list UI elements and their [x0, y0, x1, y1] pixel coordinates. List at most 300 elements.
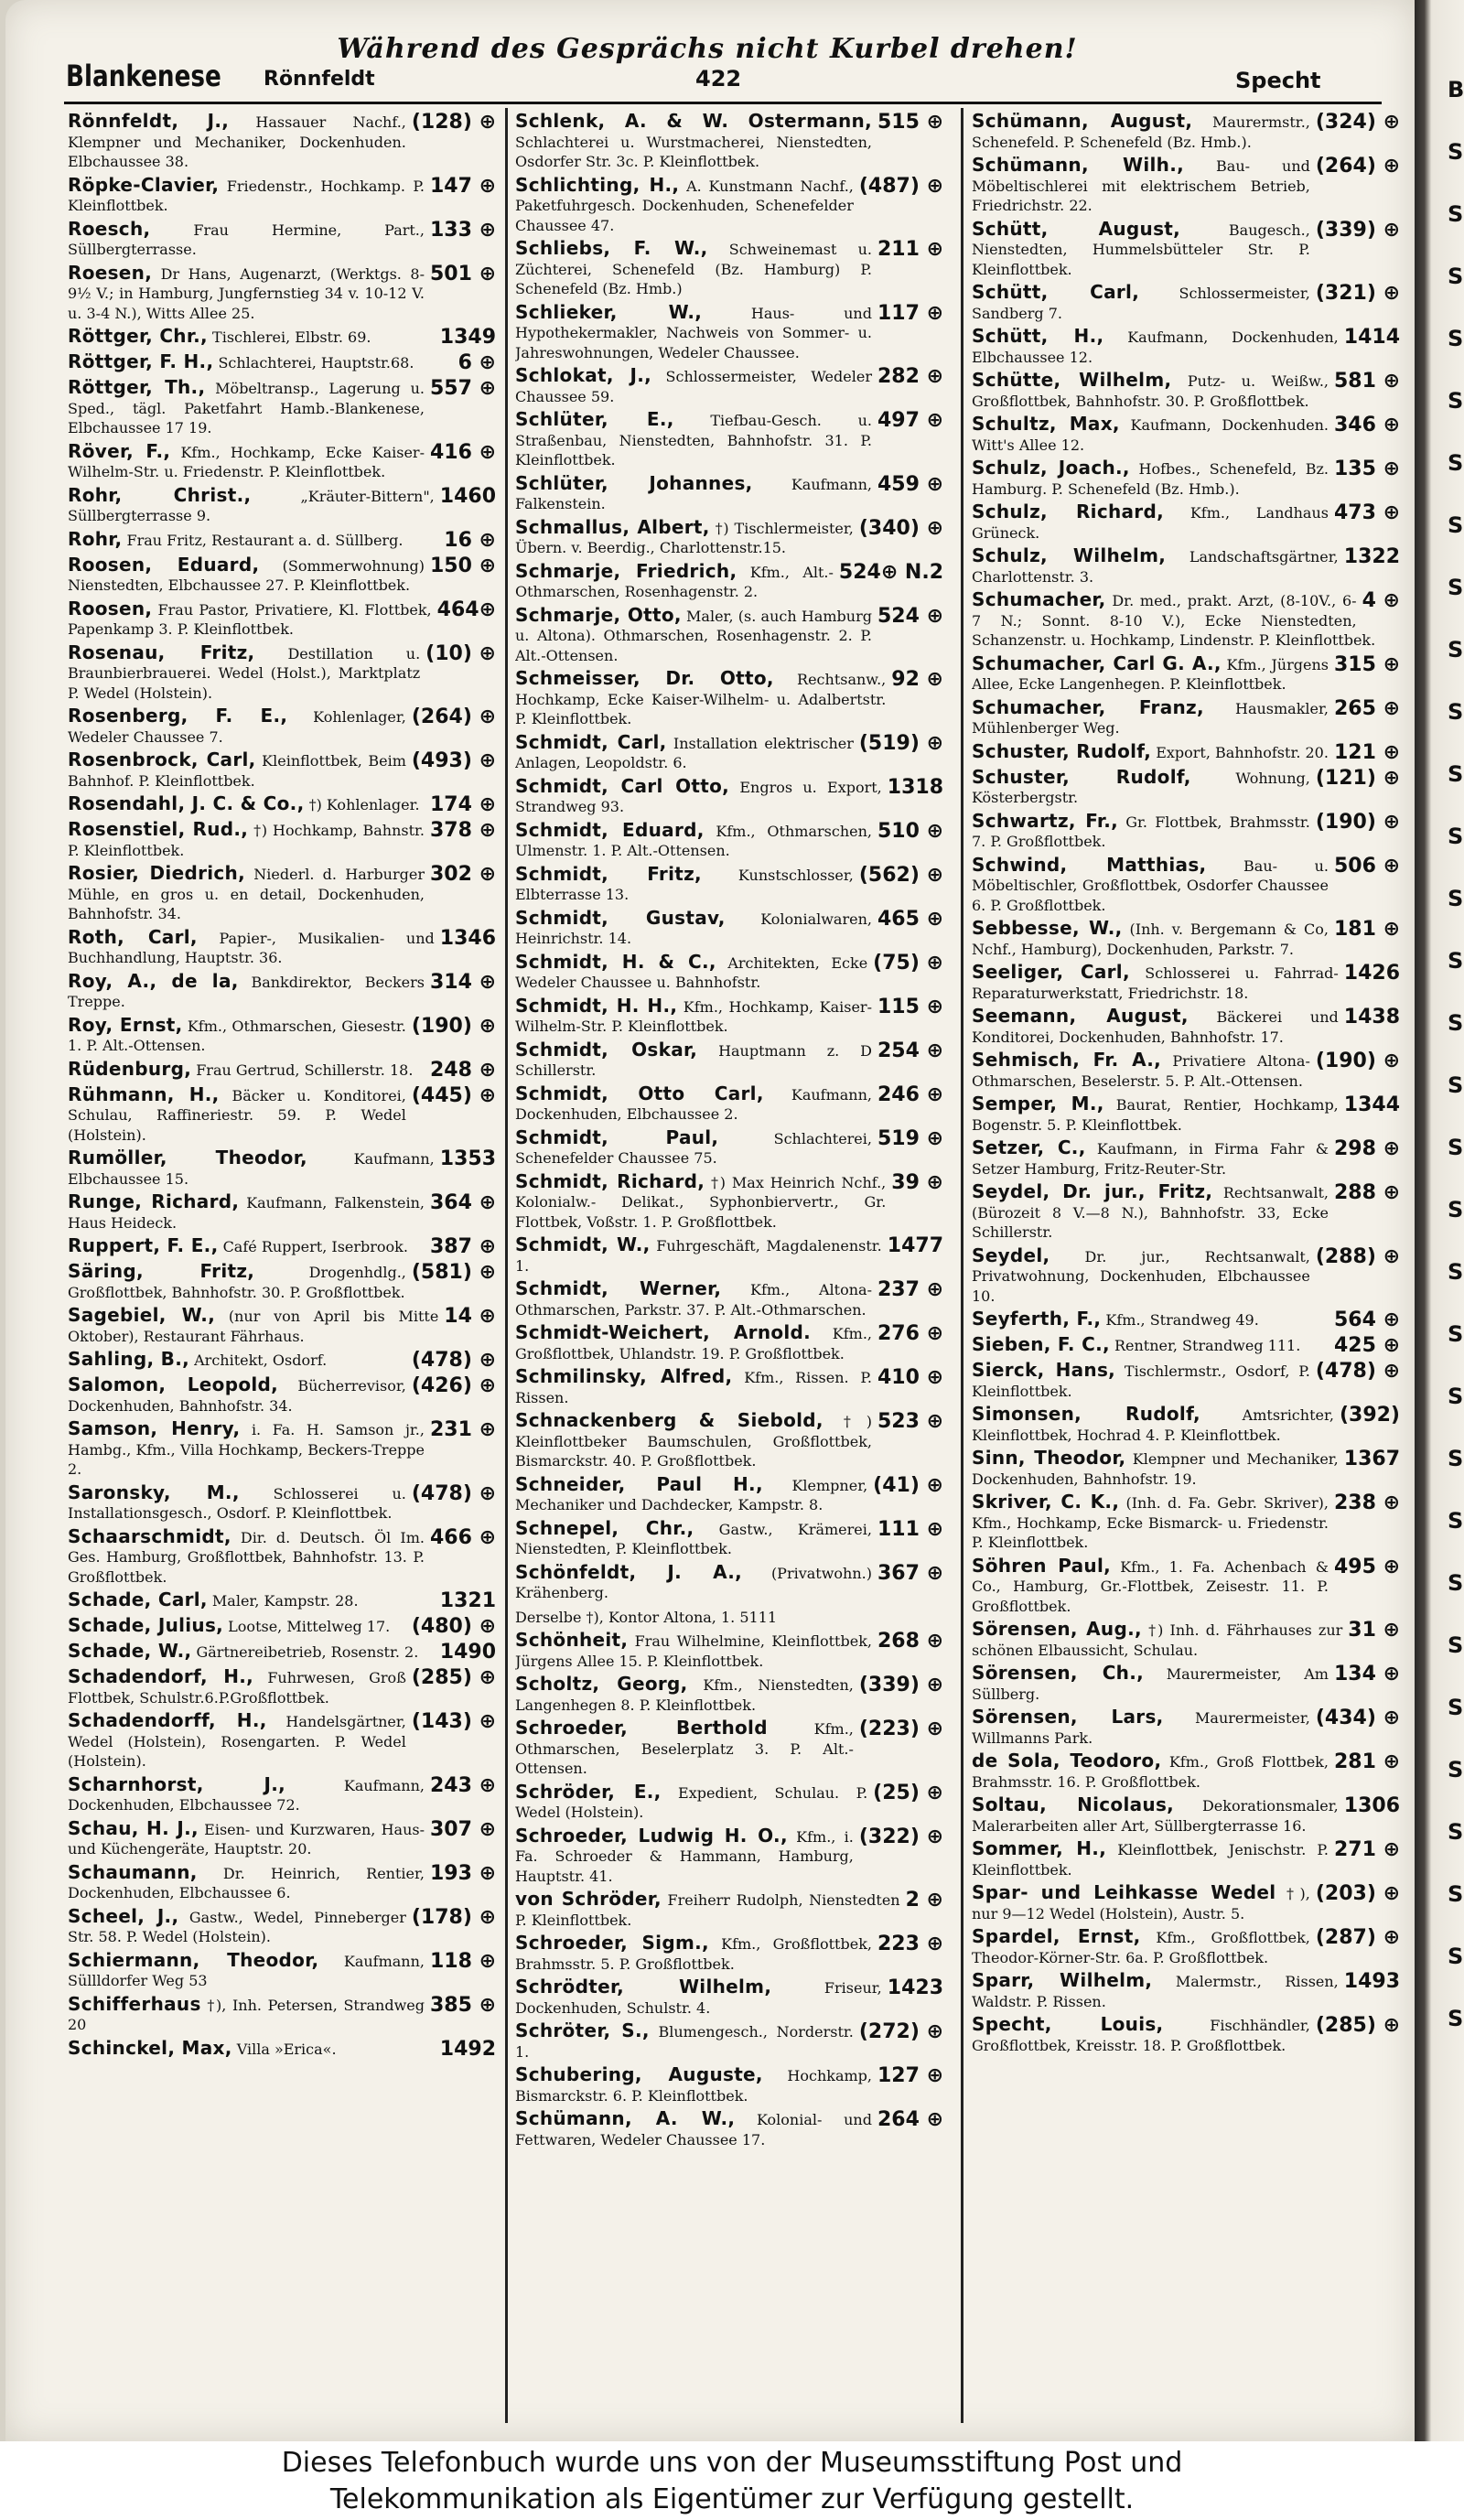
entry-name: Roy, A., de la, [68, 969, 239, 992]
entry-name: Schinckel, Max, [68, 2036, 232, 2059]
entry-name: Ruppert, F. E., [68, 1234, 219, 1256]
entry-name: Schulz, Joach., [972, 457, 1130, 479]
entry-name: Rosenstiel, Rud., [68, 818, 249, 840]
entry-name: Sparr, Wilhelm, [972, 1969, 1153, 1991]
entry-details: †), nur 9—12 Wedel (Holstein), Austr. 5. [972, 1885, 1310, 1922]
phone-number: 307 ⊕ [429, 1817, 496, 1841]
phone-number: 118 ⊕ [429, 1949, 496, 1973]
phone-number: 135 ⊕ [1333, 458, 1400, 480]
entry-name: Seydel, [972, 1244, 1050, 1266]
entry-name: Schmidt, H. H., [515, 994, 678, 1017]
entry-details: Frau Gertrud, Schillerstr. 18. [196, 1061, 414, 1079]
entry-details: Schlosserei u. Fahrrad-Reparaturwerkstatt, Friedrichstr. 18. [972, 964, 1339, 1002]
entry-name: Schmidt, Werner, [515, 1277, 722, 1299]
entry-name: Schade, W., [68, 1640, 192, 1662]
entry-name: von Schröder, [515, 1888, 662, 1910]
entry-name: Schmidt, Carl, [515, 730, 667, 753]
entry-name: Salomon, Leopold, [68, 1373, 279, 1395]
entry-name: Schuster, Rudolf, [972, 765, 1191, 788]
phone-number: (25) ⊕ [873, 1781, 943, 1804]
entry-name: Schmidt, Gustav, [515, 906, 726, 929]
entry-details: (Inh. v. Bergemann & Co, Nchf., Hamburg), Dockenhuden, Parkstr. 7. [972, 921, 1329, 958]
phone-number: 581 ⊕ [1333, 370, 1400, 393]
entry-details: Baurat, Rentier, Hochkamp, Bogenstr. 5. P. Kleinflottbek. [972, 1096, 1339, 1134]
entry-name: Schuster, Rudolf, [972, 739, 1152, 762]
edge-letter: S [1448, 886, 1464, 911]
edge-letter: S [1448, 1197, 1464, 1222]
directory-entry [972, 156, 1400, 216]
directory-entry [68, 1082, 496, 1146]
phone-number: (223) ⊕ [858, 1718, 943, 1740]
entry-details: Drogenhdlg., Großflottbek, Bahnhofstr. 30. P. Großflottbek. [68, 1264, 406, 1301]
entry-name: Scharnhorst, J., [68, 1772, 286, 1795]
edge-letter: S [1448, 512, 1464, 538]
entry-details: Dr Hans, Augenarzt, (Werktgs. 8-9½ V.; in Hamburg, Jungfernstieg 34 v. 10-12 V. u. 3-4 N.), Witts Allee 25. [68, 264, 425, 322]
entry-name: Schultz, Max, [972, 413, 1120, 435]
entry-details: Rechtsanwalt, (Bürozeit 8 V.—8 N.), Bahnhofstr. 33, Ecke Schillerstr. [972, 1184, 1329, 1241]
entry-details: Export, Bahnhofstr. 20. [1156, 743, 1329, 761]
phone-number: 1460 [439, 484, 496, 508]
entry-details: Bücherrevisor, Dockenhuden, Bahnhofstr. 34. [68, 1377, 406, 1415]
directory-entry [68, 794, 496, 816]
edge-letter: S [1448, 1321, 1464, 1347]
directory-entry [515, 2065, 943, 2105]
entry-details: Café Ruppert, Iserbrook. [222, 1238, 408, 1255]
entry-name: Röpke-Clavier, [68, 173, 220, 196]
phone-number: 1477 [887, 1234, 943, 1257]
edge-letter: S [1448, 326, 1464, 351]
phone-number: 1367 [1343, 1448, 1400, 1470]
phone-number: 6 ⊕ [458, 351, 496, 374]
entry-name: Scheel, J., [68, 1904, 179, 1927]
entry-name: Schau, H. J., [68, 1816, 199, 1839]
phone-number: (426) ⊕ [411, 1374, 496, 1397]
entry-name: Seemann, August, [972, 1005, 1189, 1027]
directory-entry [68, 1860, 496, 1903]
directory-entry [515, 1631, 943, 1671]
directory-entry [515, 950, 943, 993]
edge-letter: S [1448, 1757, 1464, 1782]
entry-name: Schnepel, Chr., [515, 1516, 694, 1539]
directory-entry [68, 1992, 496, 2035]
entry-name: Schulz, Wilhelm, [972, 544, 1167, 566]
edge-letter: S [1448, 1508, 1464, 1534]
directory-entry [515, 2021, 943, 2062]
entry-name: Schrödter, Wilhelm, [515, 1976, 772, 1998]
directory-entry [972, 963, 1400, 1003]
directory-entry [515, 996, 943, 1037]
phone-number: (392) [1339, 1404, 1400, 1427]
phone-number: 127 ⊕ [877, 2064, 943, 2087]
edge-letter: S [1448, 1010, 1464, 1036]
entry-details: Maurermstr., Schenefeld. P. Schenefeld (Bz. Hmb.). [972, 113, 1310, 151]
directory-entry [972, 1707, 1400, 1748]
entry-name: Schümann, August, [972, 112, 1193, 132]
entry-details: Rentner, Strandweg 111. [1114, 1337, 1301, 1354]
phone-number: 237 ⊕ [877, 1278, 943, 1301]
entry-details: Kfm., Alt.-Othmarschen, Rosenhagenstr. 2. [515, 563, 834, 600]
entry-details: „Kräuter-Bittern", Süllbergterrasse 9. [68, 487, 435, 524]
directory-entry [68, 643, 496, 704]
entry-details: Schlossermeister, Sandberg 7. [972, 285, 1310, 322]
directory-entry [68, 1236, 496, 1258]
entry-name: Schulz, Richard, [972, 501, 1164, 522]
directory-entry [972, 1971, 1400, 2011]
entry-name: de Sola, Teodoro, [972, 1750, 1162, 1772]
phone-number: (75) ⊕ [873, 951, 943, 975]
directory-entry [68, 439, 496, 482]
directory-entry [515, 559, 943, 602]
directory-entry [515, 1040, 943, 1081]
directory-entry [515, 1718, 943, 1779]
entry-details: Villa »Erica«. [236, 2040, 337, 2058]
entry-name: Sehmisch, Fr. A., [972, 1049, 1162, 1071]
entry-details: Tiefbau-Gesch. u. Straßenbau, Nienstedten, Bahnhofstr. 31. P. Kleinflottbek. [515, 412, 872, 468]
phone-number: (203) ⊕ [1315, 1882, 1400, 1905]
edge-letter: S [1448, 1072, 1464, 1098]
entry-details: Kfm., Strandweg 49. [1105, 1311, 1259, 1329]
directory-entry [515, 669, 943, 729]
entry-name: Schliebs, F. W., [515, 237, 708, 259]
phone-number: (321) ⊕ [1315, 282, 1400, 305]
directory-entry [515, 730, 943, 773]
phone-number: (264) ⊕ [411, 705, 496, 728]
entry-name: Röttger, Th., [68, 376, 206, 398]
edge-letter: S [1448, 824, 1464, 849]
phone-number: 1490 [439, 1641, 496, 1664]
directory-entry [68, 1350, 496, 1372]
directory-entry [68, 555, 496, 596]
directory-entry [515, 1472, 943, 1515]
phone-number: (581) ⊕ [411, 1261, 496, 1284]
entry-details: Baugesch., Nienstedten, Hummelsbütteler Str. P. Kleinflottbek. [972, 221, 1310, 278]
directory-entry [515, 818, 943, 861]
entry-name: Schumacher, Franz, [972, 695, 1204, 718]
edge-letter: B [1448, 77, 1464, 102]
entry-name: Schütt, H., [972, 325, 1104, 347]
entry-details: Architekt, Osdorf. [194, 1352, 328, 1369]
phone-number: (264) ⊕ [1315, 155, 1400, 178]
entry-details: Fuhrwesen, Groß Flottbek, Schulstr.6.P.Großflottbek. [68, 1669, 406, 1707]
entry-details: Möbeltransp., Lagerung u. Sped., tägl. Paketfahrt Hamb.-Blankenese, Elbchaussee 17 19. [68, 380, 425, 436]
entry-details: Bäcker u. Konditorei, Schulau, Raffineriestr. 59. P. Wedel (Holstein). [68, 1086, 406, 1144]
phone-number: 1346 [439, 926, 496, 950]
entry-details: †) Kohlenlager. [308, 796, 420, 813]
entry-details: Hofbes., Schenefeld, Bz. Hamburg. P. Schenefeld (Bz. Hmb.). [972, 460, 1329, 498]
phone-number: 387 ⊕ [429, 1235, 496, 1258]
entry-name: Röttger, Chr., [68, 325, 208, 347]
entry-details: Hochkamp, Bismarckstr. 6. P. Kleinflottbek. [515, 2067, 872, 2105]
entry-name: Rosenbrock, Carl, [68, 748, 256, 770]
entry-name: Roth, Carl, [68, 925, 198, 948]
entry-details: Kaufmann, Dockenhuden, Elbchaussee 12. [972, 328, 1339, 366]
phone-number: (493) ⊕ [411, 749, 496, 772]
directory-entry [972, 458, 1400, 499]
edge-letter: S [1448, 761, 1464, 787]
entry-details: i. Fa. H. Samson jr., Hambg., Kfm., Villa Hochkamp, Beckers-Treppe 2. [68, 1421, 425, 1478]
phone-number: (285) ⊕ [411, 1666, 496, 1689]
entry-details: Kfm., Othmarschen, Ulmenstr. 1. P. Alt.-Ottensen. [515, 822, 872, 859]
phone-number: 410 ⊕ [877, 1366, 943, 1389]
entry-details: Hassauer Nachf., Klempner und Mechaniker, Dockenhuden. Elbchaussee 38. [68, 113, 406, 170]
entry-name: Schroeder, Sigm., [515, 1932, 709, 1954]
entry-details: Dr. jur., Rechtsanwalt, Privatwohnung, Dockenhuden, Elbchaussee 10. [972, 1247, 1310, 1305]
phone-number: 497 ⊕ [877, 409, 943, 432]
phone-number: (272) ⊕ [858, 2020, 943, 2043]
phone-number: 243 ⊕ [429, 1773, 496, 1797]
entry-name: Schmidt, Paul, [515, 1125, 719, 1148]
entry-name: Sinn, Theodor, [972, 1447, 1126, 1469]
phone-number: 1426 [1343, 962, 1400, 985]
entry-details: (nur von April bis Mitte Oktober), Restaurant Fährhaus. [68, 1308, 439, 1345]
phone-number: 134 ⊕ [1333, 1663, 1400, 1685]
entry-details: Kolonial- und Fettwaren, Wedeler Chaussee 17. [515, 2111, 872, 2148]
directory-entry [515, 112, 943, 172]
entry-details: Putz- u. Weißw., Großflottbek, Bahnhofstr. 30. P. Großflottbek. [972, 372, 1329, 410]
edge-letter: S [1448, 1695, 1464, 1720]
directory-entry [972, 1309, 1400, 1331]
entry-details: Kleinflottbek, Jenischstr. P. Kleinflottbek. [972, 1841, 1329, 1879]
directory-entry [68, 1772, 496, 1815]
entry-name: Spar- und Leihkasse Wedel [972, 1881, 1276, 1903]
entry-name: Roesen, [68, 261, 153, 284]
directory-entry [68, 820, 496, 860]
entry-details: Klempner und Mechaniker, Dockenhuden, Bahnhofstr. 19. [972, 1450, 1339, 1488]
phone-number: (285) ⊕ [1315, 2014, 1400, 2037]
entry-details: Frau Hermine, Part., Süllbergterrasse. [68, 221, 425, 258]
entry-details: Lootse, Mittelweg 17. [228, 1618, 391, 1635]
phone-number: (190) ⊕ [1315, 810, 1400, 834]
phone-number: (478) ⊕ [1315, 1360, 1400, 1383]
directory-entry [515, 1516, 943, 1559]
directory-entry [68, 1711, 496, 1772]
entry-details: Rechtsanw., Hochkamp, Ecke Kaiser-Wilhelm- u. Adalbertstr. P. Kleinflottbek. [515, 671, 887, 727]
directory-entry [972, 1492, 1400, 1553]
directory-entry [68, 1616, 496, 1638]
entry-name: Soltau, Nicolaus, [972, 1793, 1175, 1815]
edge-letter: S [1448, 1570, 1464, 1596]
phone-number: 464⊕ [436, 598, 496, 621]
edge-letter: S [1448, 2006, 1464, 2031]
phone-number: 495 ⊕ [1333, 1555, 1400, 1578]
directory-entry [972, 590, 1400, 651]
phone-number: (434) ⊕ [1315, 1707, 1400, 1729]
phone-number: 459 ⊕ [877, 472, 943, 496]
directory-entry [68, 1306, 496, 1346]
directory-entry [68, 352, 496, 374]
entry-name: Schmidt, Richard, [515, 1169, 705, 1192]
entry-details: Kaufmann, Falkenstein, Haus Heideck. [68, 1194, 425, 1232]
directory-entry [972, 1050, 1400, 1091]
phone-number: 147 ⊕ [429, 174, 496, 198]
phone-number: (121) ⊕ [1315, 766, 1400, 790]
entry-details: Gastw., Wedel, Pinneberger Str. 58. P. Wedel (Holstein). [68, 1908, 406, 1945]
directory-entry [68, 1590, 496, 1612]
directory-entry [515, 471, 943, 514]
entry-name: Sörensen, Ch., [972, 1662, 1145, 1684]
entry-name: Seyferth, F., [972, 1308, 1102, 1330]
entry-name: Schmilinsky, Alfred, [515, 1365, 733, 1387]
phone-number: 282 ⊕ [877, 365, 943, 388]
entry-details: Dekorationsmaler, Malerarbeiten aller Art, Süllbergterrasse 16. [972, 1797, 1339, 1835]
edge-letter: S [1448, 1944, 1464, 1969]
page-number: 422 [695, 66, 742, 92]
entry-name: Runge, Richard, [68, 1190, 240, 1212]
entry-name: Schümann, A. W., [515, 2107, 736, 2129]
entry-name: Schadendorff, H., [68, 1709, 267, 1731]
directory-entry [972, 502, 1400, 543]
directory-entry [68, 969, 496, 1012]
directory-entry [515, 239, 943, 299]
directory-entry [972, 546, 1400, 587]
directory-entry [515, 1411, 943, 1471]
entry-details: Maurermeister, Willmanns Park. [972, 1709, 1310, 1747]
entry-name: Schröter, S., [515, 2019, 650, 2041]
entry-details: Bau- u. Möbeltischler, Großflottbek, Osdorfer Chaussee 6. P. Großflottbek. [972, 856, 1329, 914]
column-2 [515, 112, 943, 2427]
phone-number: 1492 [439, 2037, 496, 2061]
phone-number: 298 ⊕ [1333, 1137, 1400, 1160]
entry-details: Kaufmann, Dockenhuden, Elbchaussee 2. [515, 1085, 872, 1123]
entry-details: Kaufmann, Elbchaussee 15. [68, 1150, 435, 1188]
phone-number: 378 ⊕ [429, 819, 496, 842]
entry-name: Rühmann, H., [68, 1082, 220, 1105]
entry-name: Sebbesse, W., [972, 917, 1123, 939]
header-place: Blankenese [66, 59, 221, 93]
phone-number: 1321 [439, 1589, 496, 1612]
directory-entry [972, 919, 1400, 959]
entry-name: Schönfeldt, J. A., [515, 1560, 743, 1583]
directory-entry [972, 415, 1400, 455]
entry-details: (Sommerwohnung) Nienstedten, Elbchaussee 27. P. Kleinflottbek. [68, 556, 425, 594]
directory-entry [515, 1169, 943, 1233]
phone-number: 1414 [1343, 326, 1400, 349]
entry-details: Kfm., Othmarschen, Giesestr. 1. P. Alt.-Ottensen. [68, 1017, 406, 1054]
entry-name: Schlichting, H., [515, 173, 680, 196]
edge-letter: S [1448, 388, 1464, 414]
directory-entry [515, 1125, 943, 1168]
edge-letter: S [1448, 1135, 1464, 1160]
header-last-entry: Specht [1235, 68, 1321, 93]
directory-entry [68, 1192, 496, 1233]
phone-number: 501 ⊕ [429, 262, 496, 285]
phone-number: 2 ⊕ [905, 1889, 943, 1912]
phone-number: (143) ⊕ [411, 1710, 496, 1733]
directory-entry [68, 327, 496, 349]
entry-details: Kfm., Großflottbek, Uhlandstr. 19. P. Großflottbek. [515, 1325, 872, 1362]
edge-letter: S [1448, 1384, 1464, 1409]
entry-details: Kaufmann, Süllldorfer Weg 53 [68, 1952, 425, 1989]
entry-details: Schweinemast u. Züchterei, Schenefeld (Bz. Hamburg) P. Schenefeld (Bz. Hmb.) [515, 241, 872, 297]
entry-name: Roesch, [68, 217, 151, 240]
entry-name: Rosenau, Fritz, [68, 641, 255, 663]
entry-details: Tischlermstr., Osdorf, P. Kleinflottbek. [972, 1362, 1310, 1400]
phone-number: 193 ⊕ [429, 1861, 496, 1885]
entry-name: Schneider, Paul H., [515, 1472, 763, 1495]
phone-number: (287) ⊕ [1315, 1926, 1400, 1949]
phone-number: 16 ⊕ [444, 528, 496, 552]
phone-number: 150 ⊕ [429, 554, 496, 577]
entry-details: †), Inh. Petersen, Strandweg 20 [68, 1996, 425, 2033]
entry-details: Privatiere Altona-Othmarschen, Beselerstr. 5. P. Alt.-Ottensen. [972, 1052, 1310, 1090]
directory-entry [515, 906, 943, 949]
entry-details: Friseur, Dockenhuden, Schulstr. 4. [515, 1979, 882, 2017]
directory-entry [68, 173, 496, 216]
phone-number: 92 ⊕ [891, 668, 943, 691]
directory-entry [972, 1751, 1400, 1792]
phone-number: (562) ⊕ [858, 863, 943, 887]
phone-number: (478) ⊕ [411, 1481, 496, 1505]
directory-entry [68, 864, 496, 924]
phone-number: 246 ⊕ [877, 1082, 943, 1106]
footer-line: Dieses Telefonbuch wurde uns von der Museumsstiftung Post und [281, 2447, 1183, 2479]
directory-entry [515, 300, 943, 363]
directory-entry [972, 1007, 1400, 1047]
directory-entry [972, 371, 1400, 411]
directory-entry [515, 1977, 943, 2018]
entry-details: Schlachterei, Schenefelder Chaussee 75. [515, 1129, 872, 1167]
entry-name: Säring, Fritz, [68, 1260, 255, 1282]
directory-entry [68, 1483, 496, 1524]
directory-entry [68, 1948, 496, 1991]
entry-name: Schmidt, Eduard, [515, 818, 705, 841]
phone-number: 39 ⊕ [891, 1170, 943, 1194]
entry-name: Schmallus, Albert, [515, 515, 710, 538]
entry-name: Schmidt, Otto Carl, [515, 1082, 764, 1104]
entry-name: Schlieker, W., [515, 300, 703, 323]
directory-entry [972, 112, 1400, 152]
directory-entry [972, 739, 1400, 764]
directory-entry [68, 599, 496, 640]
entry-name: Sörensen, Lars, [972, 1706, 1164, 1728]
directory-entry [972, 1927, 1400, 1967]
entry-details: Dir. d. Deutsch. Öl Im. Ges. Hamburg, Großflottbek, Bahnhofstr. 13. P. Großflottbek. [68, 1528, 425, 1586]
directory-entry [972, 765, 1400, 808]
phone-number: 271 ⊕ [1333, 1838, 1400, 1861]
directory-entry [972, 1839, 1400, 1879]
entry-name: Sörensen, Aug., [972, 1618, 1142, 1640]
phone-number: (480) ⊕ [411, 1615, 496, 1638]
phone-number: (445) ⊕ [411, 1083, 496, 1107]
entry-details: Kfm., Großflottbek, Theodor-Körner-Str. 6a. P. Großflottbek. [972, 1929, 1310, 1966]
entry-details: Destillation u. Braunbierbrauerei. Wedel (Holst.), Marktplatz P. Wedel (Holstein). [68, 644, 421, 702]
directory-entry [68, 1013, 496, 1056]
directory-entry [515, 1323, 943, 1363]
entry-name: Rohr, [68, 527, 123, 550]
entry-name: Schwind, Matthias, [972, 853, 1207, 876]
directory-entry [515, 1933, 943, 1974]
directory-entry [68, 378, 496, 438]
entry-name: Schlokat, J., [515, 364, 651, 386]
entry-details: Kfm., Hochkamp, Kaiser-Wilhelm-Str. P. Kleinflottbek. [515, 997, 872, 1035]
edge-letter: S [1448, 1259, 1464, 1285]
phone-number: 133 ⊕ [429, 218, 496, 242]
directory-entry [68, 527, 496, 552]
entry-details: †) Inh. d. Fährhauses zur schönen Elbaussicht, Schulau. [972, 1621, 1343, 1659]
entry-name: Semper, M., [972, 1093, 1104, 1115]
directory-entry [515, 1782, 943, 1823]
entry-details: Dr. Heinrich, Rentier, Dockenhuden, Elbchaussee 6. [68, 1864, 425, 1901]
phone-number: (324) ⊕ [1315, 112, 1400, 134]
phone-number: 1318 [887, 775, 943, 799]
directory-entry [515, 1607, 943, 1628]
phone-number: (10) ⊕ [425, 641, 496, 665]
entry-name: Schnackenberg & Siebold, [515, 1409, 824, 1431]
entry-name: Schmarje, Otto, [515, 603, 682, 626]
phone-number: (339) ⊕ [858, 1674, 943, 1696]
footer-line: Telekommunikation als Eigentümer zur Verfügung gestellt. [329, 2483, 1135, 2515]
phone-number: (190) ⊕ [411, 1014, 496, 1038]
